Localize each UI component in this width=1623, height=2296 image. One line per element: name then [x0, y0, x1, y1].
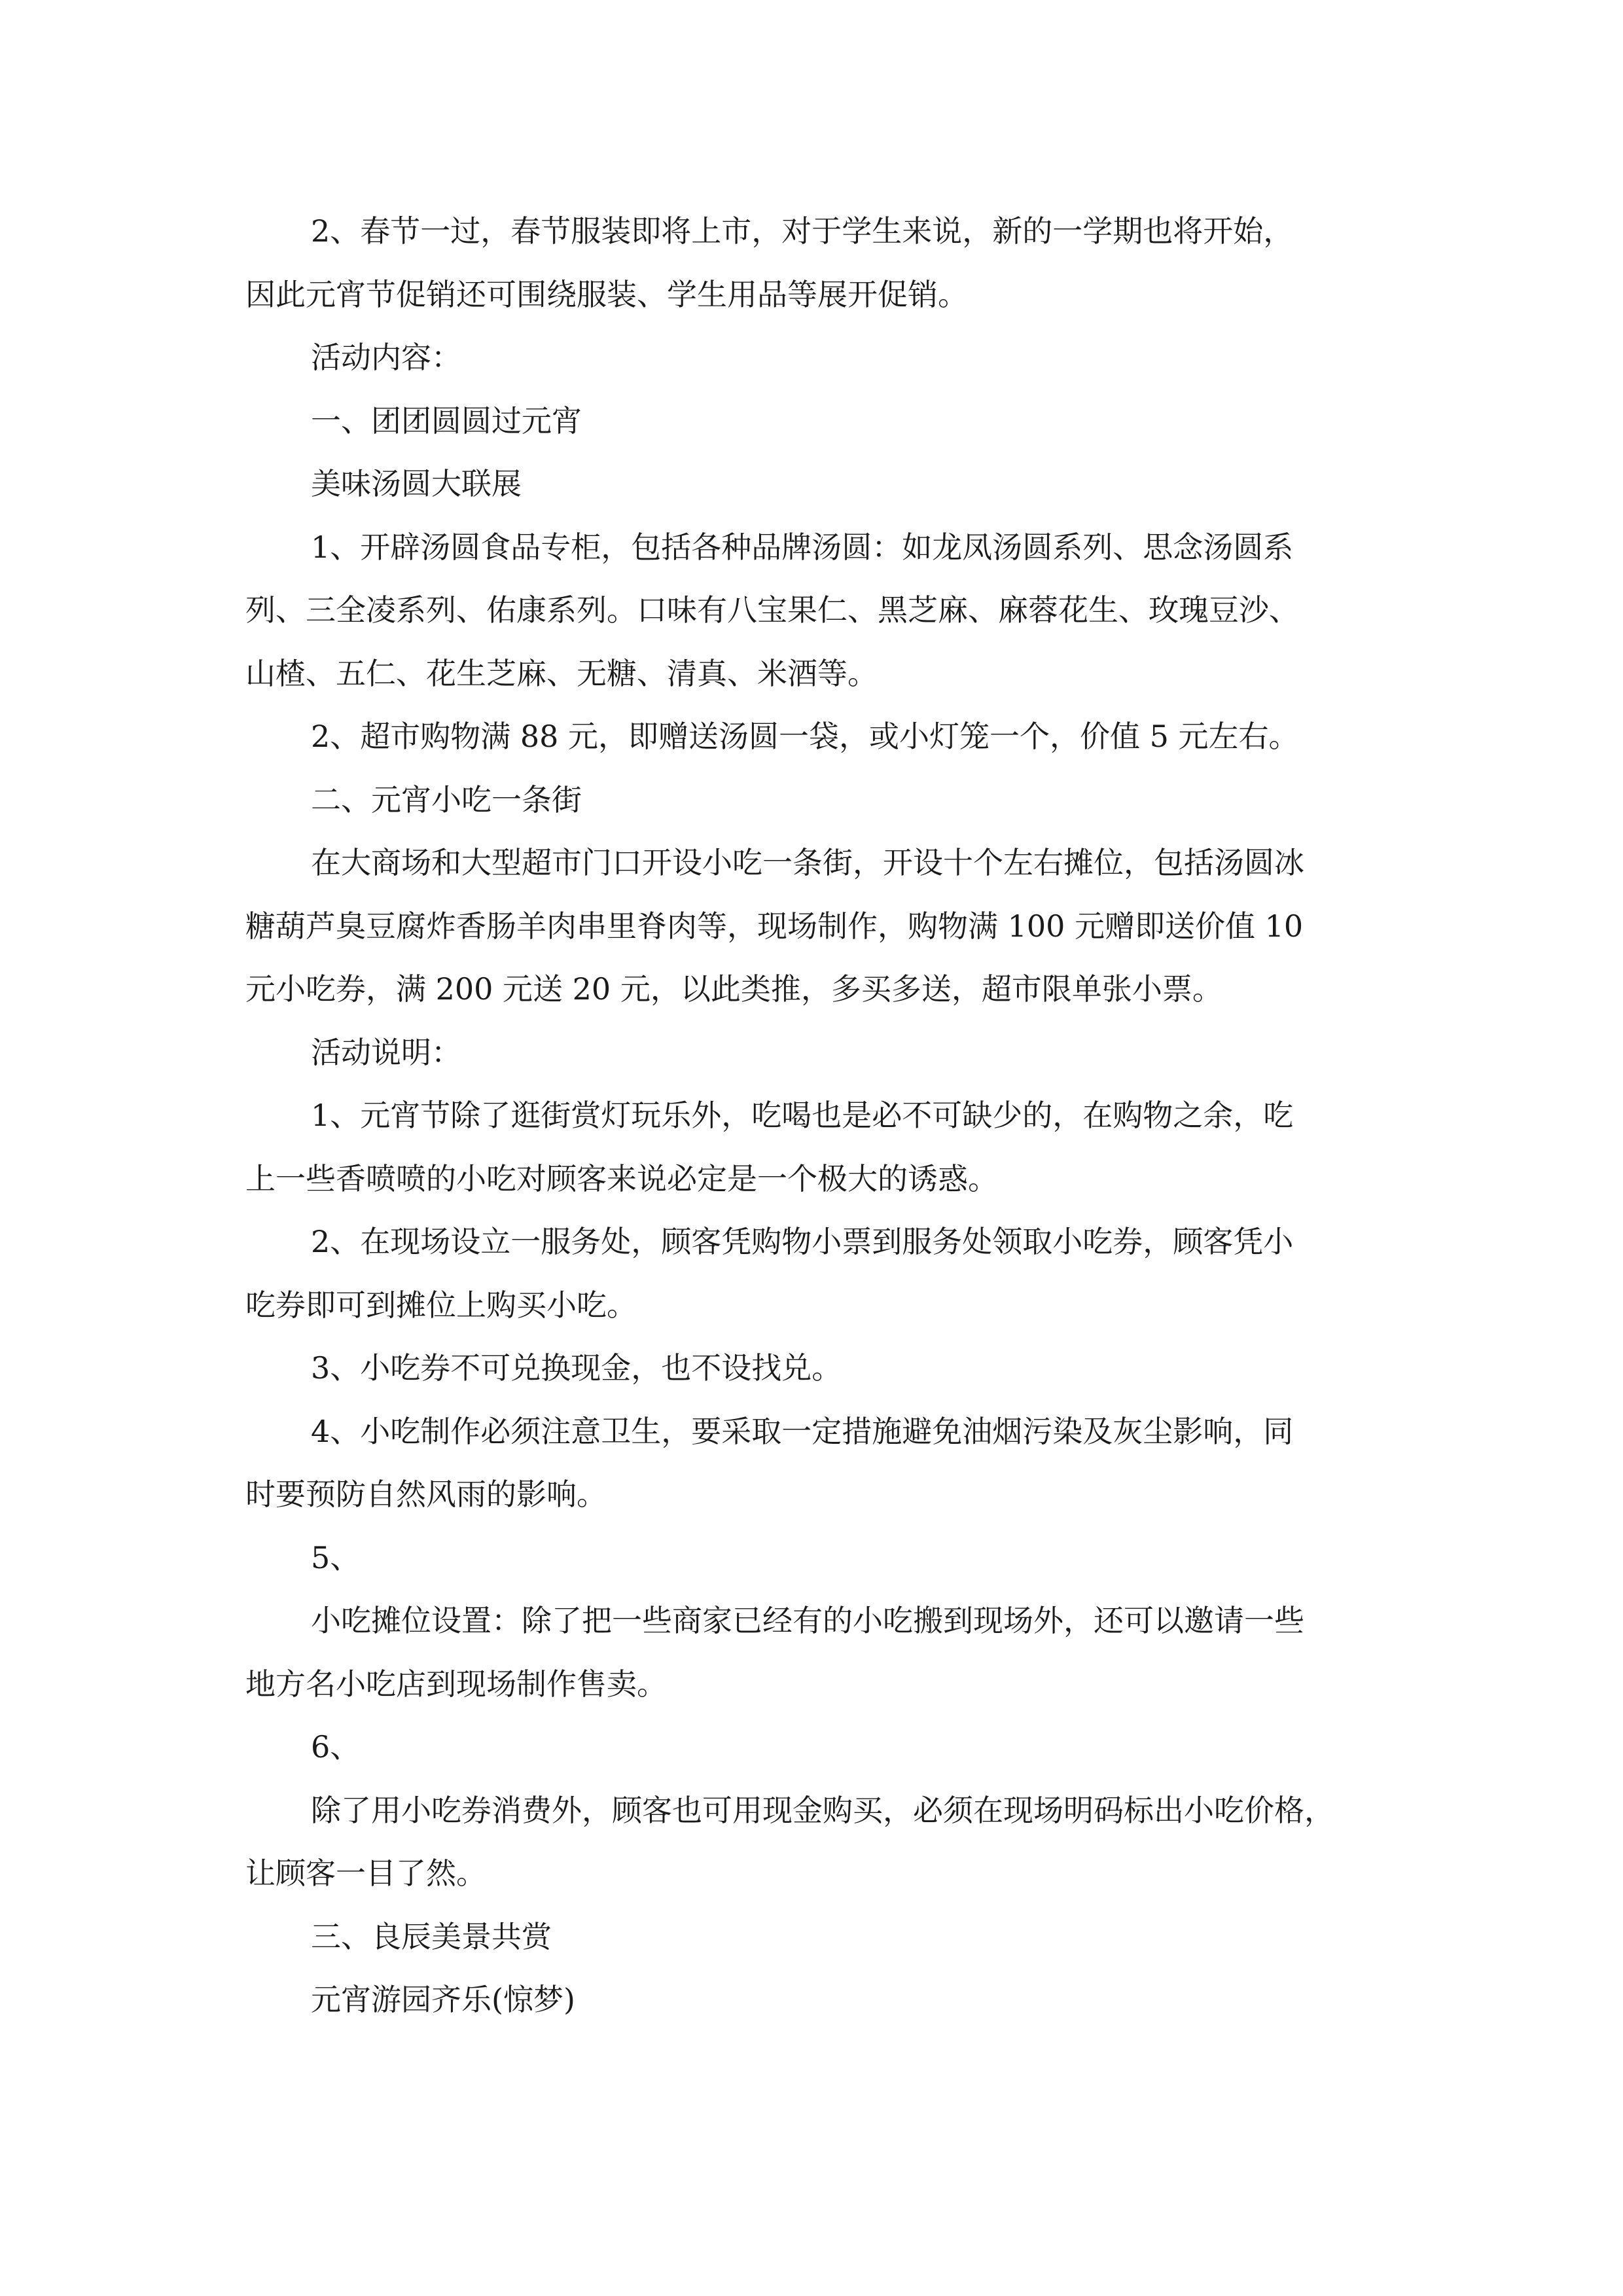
text-line: 美味汤圆大联展 — [311, 466, 522, 501]
subheading-tangyuan-expo — [245, 452, 1397, 516]
text-line: 二、元宵小吃一条街 — [311, 781, 582, 817]
text-line: 元小吃券，满 200 元送 20 元，以此类推，多买多送，超市限单张小票。 — [245, 971, 1222, 1007]
text-line: 地方名小吃店到现场制作售卖。 — [245, 1666, 667, 1702]
text-line: 上一些香喷喷的小吃对顾客来说必定是一个极大的诱惑。 — [245, 1160, 998, 1196]
paragraph-note-5-number — [245, 1526, 1397, 1590]
text-line: 除了用小吃券消费外，顾客也可用现金购买，必须在现场明码标出小吃价格， — [311, 1792, 1334, 1828]
document-body — [245, 200, 1397, 2032]
paragraph-tangyuan-counter — [245, 516, 1397, 706]
heading-activity-notes — [245, 1021, 1397, 1085]
subheading-garden-tour — [245, 1968, 1397, 2032]
text-line: 3、小吃券不可兑换现金，也不设找兑。 — [311, 1350, 842, 1386]
text-line: 6、 — [311, 1729, 361, 1765]
text-line: 一、团团圆圆过元宵 — [311, 403, 582, 439]
text-line: 1、开辟汤圆食品专柜，包括各种品牌汤圆：如龙凤汤圆系列、思念汤圆系 — [311, 529, 1294, 565]
text-line: 2、在现场设立一服务处，顾客凭购物小票到服务处领取小吃券，顾客凭小 — [311, 1224, 1294, 1259]
text-line: 活动说明： — [311, 1034, 461, 1070]
text-line: 时要预防自然风雨的影响。 — [245, 1477, 607, 1512]
text-line: 山楂、五仁、花生芝麻、无糖、清真、米酒等。 — [245, 655, 878, 691]
text-line: 因此元宵节促销还可围绕服装、学生用品等展开促销。 — [245, 276, 968, 312]
text-line: 在大商场和大型超市门口开设小吃一条街，开设十个左右摊位，包括汤圆冰 — [311, 845, 1304, 880]
text-line: 元宵游园齐乐(惊梦) — [311, 1982, 575, 2017]
text-line: 5、 — [311, 1539, 361, 1575]
heading-section-two — [245, 768, 1397, 832]
paragraph-note-4 — [245, 1400, 1397, 1526]
text-line: 三、良辰美景共赏 — [311, 1918, 552, 1954]
heading-section-three — [245, 1905, 1397, 1969]
text-line: 2、春节一过，春节服装即将上市，对于学生来说，新的一学期也将开始， — [311, 213, 1294, 249]
heading-section-one — [245, 389, 1397, 453]
text-line: 让顾客一目了然。 — [245, 1856, 486, 1891]
paragraph-note-6 — [245, 1779, 1397, 1905]
paragraph-snack-street — [245, 831, 1397, 1021]
text-line: 列、三全凌系列、佑康系列。口味有八宝果仁、黑芝麻、麻蓉花生、玫瑰豆沙、 — [245, 592, 1299, 628]
paragraph-purchase-gift — [245, 705, 1397, 768]
text-line: 4、小吃制作必须注意卫生，要采取一定措施避免油烟污染及灰尘影响，同 — [311, 1413, 1294, 1449]
paragraph-note-5 — [245, 1589, 1397, 1715]
paragraph-note-2 — [245, 1210, 1397, 1336]
text-line: 活动内容： — [311, 340, 461, 375]
text-line: 2、超市购物满 88 元，即赠送汤圆一袋，或小灯笼一个，价值 5 元左右。 — [311, 719, 1299, 754]
paragraph-note-3 — [245, 1336, 1397, 1400]
text-line: 糖葫芦臭豆腐炸香肠羊肉串里脊肉等，现场制作，购物满 100 元赠即送价值 10 — [245, 908, 1304, 944]
paragraph-spring-clothing — [245, 200, 1397, 326]
text-line: 吃券即可到摊位上购买小吃。 — [245, 1287, 637, 1323]
heading-activity-content — [245, 326, 1397, 389]
paragraph-note-6-number — [245, 1715, 1397, 1779]
paragraph-note-1 — [245, 1084, 1397, 1210]
text-line: 1、元宵节除了逛街赏灯玩乐外，吃喝也是必不可缺少的，在购物之余，吃 — [311, 1098, 1294, 1133]
text-line: 小吃摊位设置：除了把一些商家已经有的小吃搬到现场外，还可以邀请一些 — [311, 1603, 1304, 1638]
